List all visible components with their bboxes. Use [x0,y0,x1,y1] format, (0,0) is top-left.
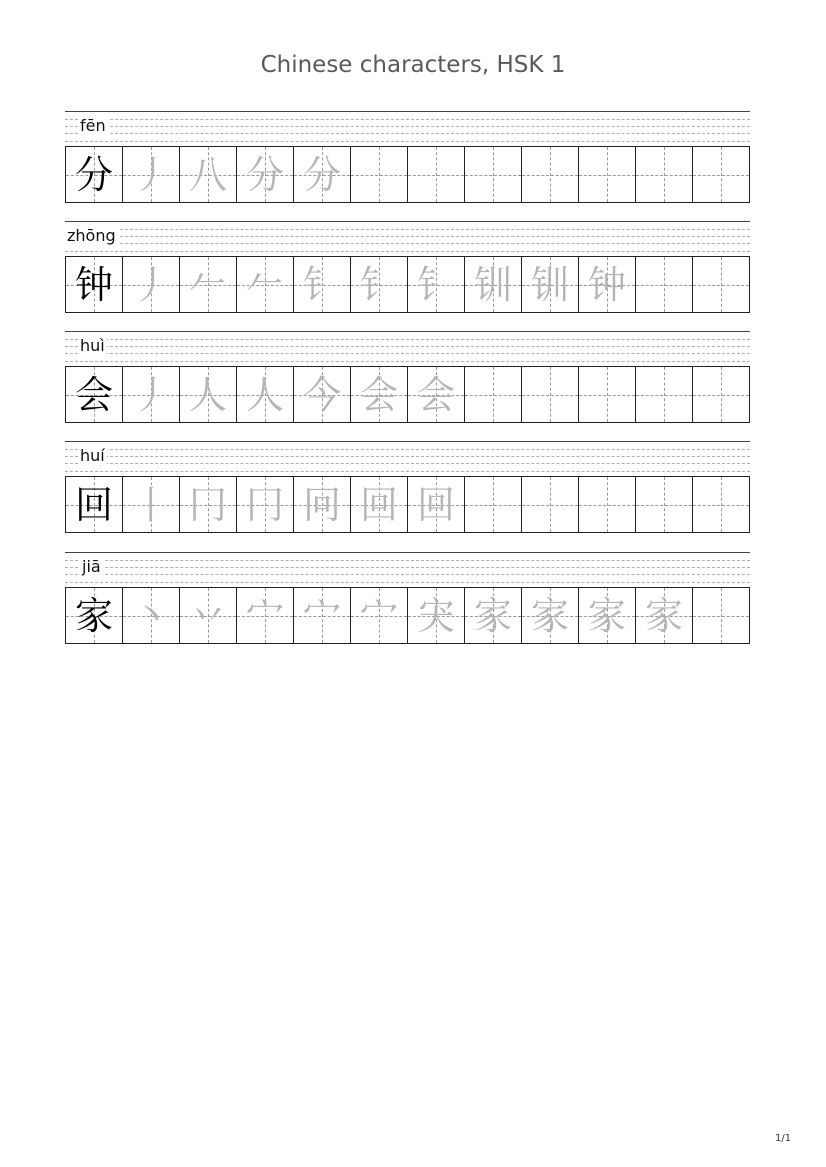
practice-cell [294,588,351,643]
stroke-order-trace: 分 [302,152,341,197]
stroke-order-trace: 钅 [359,262,398,307]
stroke-order-trace: 钅 [302,262,341,307]
pinyin-label: jiā [82,557,101,576]
practice-cell [636,477,693,532]
practice-cell [294,367,351,422]
practice-cell [522,257,579,312]
stroke-order-trace: 人 [245,372,284,417]
practice-cell [123,147,180,202]
practice-cell [465,367,522,422]
writing-grid [65,366,750,423]
practice-cell [693,147,750,202]
stroke-order-trace: 宀 [359,593,398,638]
pinyin-guide-lines [65,552,750,586]
practice-cell [408,477,465,532]
practice-cell [351,477,408,532]
practice-cell [636,147,693,202]
practice-cell [237,588,294,643]
practice-cell [294,477,351,532]
practice-cell [237,147,294,202]
stroke-order-trace: 今 [302,372,341,417]
practice-cell [693,477,750,532]
practice-cell [123,588,180,643]
stroke-order-trace: 丷 [188,593,227,638]
practice-cell [351,367,408,422]
stroke-order-trace: 钏 [473,262,512,307]
practice-cell [351,257,408,312]
stroke-order-trace: 钟 [587,262,626,307]
pinyin-guide-lines [65,331,750,365]
practice-cell [636,588,693,643]
model-character: 家 [74,593,113,638]
stroke-order-trace: 宀 [302,593,341,638]
practice-cell [522,147,579,202]
practice-cell [408,588,465,643]
practice-cell [123,257,180,312]
stroke-order-trace: 分 [245,152,284,197]
stroke-order-trace: 八 [188,152,227,197]
stroke-order-trace: 钏 [530,262,569,307]
page-number: 1/1 [775,1133,792,1144]
stroke-order-trace: 家 [473,593,512,638]
writing-grid [65,476,750,533]
model-character-cell [66,367,123,422]
pinyin-guide-lines [65,111,750,145]
pinyin-label: huì [80,336,105,355]
stroke-order-trace: 宊 [416,593,455,638]
stroke-order-trace: 𠂉 [188,262,227,307]
character-row [65,331,750,456]
practice-cell [180,257,237,312]
practice-cell [522,477,579,532]
writing-grid [65,146,750,203]
stroke-order-trace: 钅 [416,262,455,307]
stroke-order-trace: 丶 [131,593,170,638]
stroke-order-trace: 家 [530,593,569,638]
practice-cell [294,257,351,312]
model-character-cell [66,257,123,312]
model-character: 回 [74,482,113,527]
pinyin-guide-lines [65,441,750,475]
practice-cell [408,257,465,312]
page-title: Chinese characters, HSK 1 [260,52,566,78]
practice-cell [123,367,180,422]
practice-cell [180,147,237,202]
character-row [65,221,750,346]
stroke-order-trace: 回 [416,482,455,527]
stroke-order-trace: 𠂉 [245,262,284,307]
practice-cell [180,477,237,532]
stroke-order-trace: 回 [359,482,398,527]
character-row [65,111,750,236]
practice-cell [465,477,522,532]
practice-cell [693,367,750,422]
model-character: 钟 [74,262,113,307]
pinyin-label: fēn [80,116,106,135]
practice-cell [237,477,294,532]
stroke-order-trace: 冂 [245,482,284,527]
practice-cell [636,257,693,312]
model-character: 分 [74,152,113,197]
practice-cell [351,147,408,202]
practice-cell [294,147,351,202]
practice-cell [579,147,636,202]
practice-cell [579,257,636,312]
practice-cell [693,588,750,643]
stroke-order-trace: 宀 [245,593,284,638]
character-row [65,552,750,677]
practice-cell [522,367,579,422]
practice-cell [636,367,693,422]
pinyin-guide-lines [65,221,750,255]
stroke-order-trace: 会 [416,372,455,417]
model-character-cell [66,588,123,643]
stroke-order-trace: 冂 [188,482,227,527]
stroke-order-trace: 丿 [131,262,170,307]
stroke-order-trace: 丨 [131,482,170,527]
practice-cell [579,477,636,532]
stroke-order-trace: 丿 [131,152,170,197]
character-row [65,441,750,566]
practice-cell [693,257,750,312]
practice-cell [465,147,522,202]
practice-cell [579,588,636,643]
practice-cell [180,588,237,643]
practice-cell [465,257,522,312]
practice-cell [237,257,294,312]
stroke-order-trace: 丿 [131,372,170,417]
practice-cell [408,147,465,202]
model-character: 会 [74,372,113,417]
practice-cell [408,367,465,422]
stroke-order-trace: 冋 [302,482,341,527]
model-character-cell [66,147,123,202]
practice-cell [465,588,522,643]
stroke-order-trace: 家 [587,593,626,638]
practice-cell [522,588,579,643]
practice-cell [579,367,636,422]
pinyin-label: zhōng [67,226,116,245]
practice-cell [123,477,180,532]
stroke-order-trace: 家 [644,593,683,638]
writing-grid [65,256,750,313]
writing-grid [65,587,750,644]
model-character-cell [66,477,123,532]
pinyin-label: huí [80,446,105,465]
stroke-order-trace: 人 [188,372,227,417]
practice-cell [180,367,237,422]
stroke-order-trace: 会 [359,372,398,417]
practice-cell [351,588,408,643]
practice-cell [237,367,294,422]
